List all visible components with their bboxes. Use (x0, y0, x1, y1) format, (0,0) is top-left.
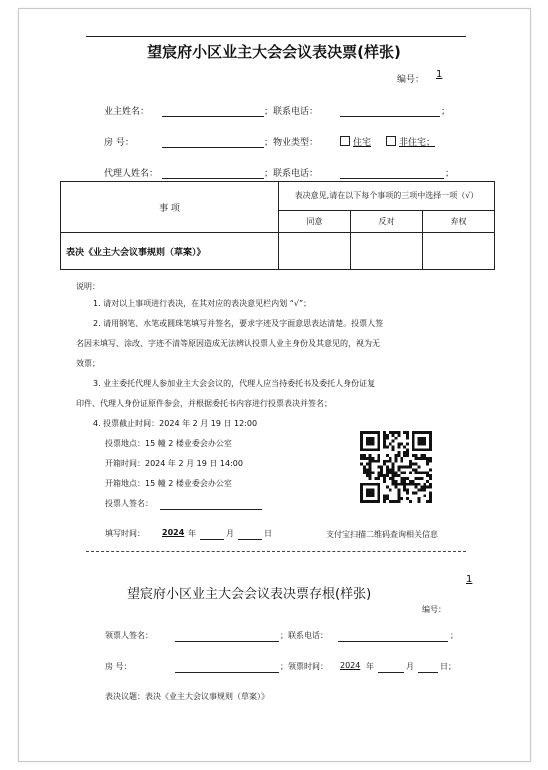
phone-label: ；联系电话： (264, 107, 319, 117)
stub-receiver-field[interactable] (175, 641, 279, 642)
top-rule (86, 36, 466, 37)
stub-month-field[interactable] (378, 672, 404, 673)
stub-day-field[interactable] (418, 672, 438, 673)
owner-name-field[interactable] (162, 116, 264, 117)
open-time: 开箱时间：2024 年 2 月 19 日 14:00 (105, 459, 243, 468)
stub-title: 望宸府小区业主大会会议表决票存根(样张) (127, 587, 372, 602)
residential-option[interactable] (340, 135, 371, 148)
stub-phone-field[interactable] (338, 641, 448, 642)
row-item: 表决《业主大会议事规则（草案）》 (61, 233, 279, 270)
qr-caption: 支付宝扫描二维码查询相关信息 (326, 530, 438, 539)
stub-phone-label: ；联系电话： (280, 631, 328, 640)
note-4-deadline: 4. 投票截止时间：2024 年 2 月 19 日 12:00 (93, 419, 258, 428)
col-abstain: 弃权 (423, 211, 495, 233)
property-type-label: ；物业类型： (264, 138, 319, 148)
fill-date-label: 填写时间： (105, 529, 145, 538)
note-3-line-2: 印件、代理人身份证原件参会，并根据委托书内容进行投票表决并签名； (76, 399, 332, 408)
note-2-line-3: 效票； (76, 359, 100, 368)
note-2-line-2: 名因未填写、涂改、字迹不清等原因造成无法辨认投票人业主身份及其意见的，视为无 (76, 339, 380, 348)
number-value: 1 (436, 69, 443, 80)
residential-label: 住宅 (353, 138, 372, 148)
proxy-name-field[interactable] (162, 178, 264, 179)
fill-date-day-unit: 日 (264, 529, 272, 538)
stub-day-unit: 日； (440, 662, 456, 671)
proxy-phone-field[interactable] (340, 178, 444, 179)
page-title: 望宸府小区业主大会会议表决票(样张) (147, 43, 401, 61)
stub-room-label: 房 号： (105, 662, 132, 671)
fill-date-month-unit: 月 (226, 529, 234, 538)
non-residential-label: 非住宅； (399, 138, 436, 148)
cell-agree[interactable] (279, 233, 351, 270)
number-label: 编号： (397, 75, 425, 85)
room-label: 房 号： (104, 138, 134, 148)
voter-sign-field[interactable] (160, 509, 262, 510)
owner-name-label: 业主姓名： (104, 107, 150, 117)
vote-table (60, 181, 495, 270)
qr-code-icon (360, 431, 432, 503)
fill-date-month-field[interactable] (200, 539, 224, 540)
stub-receive-time-label: ；领票时间： (280, 662, 328, 671)
open-location: 开箱地点：15 幢 2 楼业委会办公室 (105, 479, 232, 488)
stub-number-value: 1 (466, 574, 473, 585)
cut-line (86, 551, 466, 552)
voter-sign-label: 投票人签名： (105, 499, 153, 508)
matter-header: 事 项 (61, 182, 279, 233)
stub-end-semicolon: ； (450, 631, 458, 640)
fill-date-year[interactable]: 2024 (162, 528, 185, 537)
stub-year-unit: 年 (366, 662, 374, 671)
stub-month-unit: 月 (406, 662, 414, 671)
note-3-line-1: 3. 业主委托代理人参加业主大会会议的，代理人应当持委托书及委托人身份证复 (93, 379, 376, 388)
stub-topic: 表决议题：表决《业主大会议事规则（草案）》 (105, 692, 269, 701)
stub-room-field[interactable] (175, 672, 279, 673)
phone-field[interactable] (340, 116, 440, 117)
stub-receive-year[interactable]: 2024 (340, 661, 361, 670)
fill-date-day-field[interactable] (238, 539, 262, 540)
notes-heading: 说明： (76, 282, 100, 291)
proxy-end-semicolon: ； (445, 169, 455, 179)
room-field[interactable] (162, 147, 264, 148)
non-residential-checkbox[interactable] (386, 136, 396, 146)
col-agree: 同意 (279, 211, 351, 233)
opinion-header: 表决意见,请在以下每个事项的三项中选择一项（√） (279, 182, 495, 211)
stub-receiver-label: 领票人签名： (105, 631, 153, 640)
end-semicolon: ； (441, 107, 451, 117)
col-oppose: 反对 (351, 211, 423, 233)
proxy-name-label: 代理人姓名： (104, 169, 159, 179)
non-residential-option[interactable] (386, 135, 435, 148)
note-2-line-1: 2. 请用钢笔、水笔或圆珠笔填写并签名，要求字迹及字面意思表达清楚。投票人签 (93, 319, 384, 328)
note-1: 1. 请对以上事项进行表决，在其对应的表决意见栏内划 “√”； (93, 299, 312, 308)
residential-checkbox[interactable] (340, 136, 350, 146)
stub-number-label: 编号： (422, 605, 446, 614)
proxy-phone-label: ；联系电话： (264, 169, 319, 179)
fill-date-year-unit: 年 (188, 529, 196, 538)
cell-abstain[interactable] (423, 233, 495, 270)
cell-oppose[interactable] (351, 233, 423, 270)
vote-location: 投票地点：15 幢 2 楼业委会办公室 (105, 439, 232, 448)
